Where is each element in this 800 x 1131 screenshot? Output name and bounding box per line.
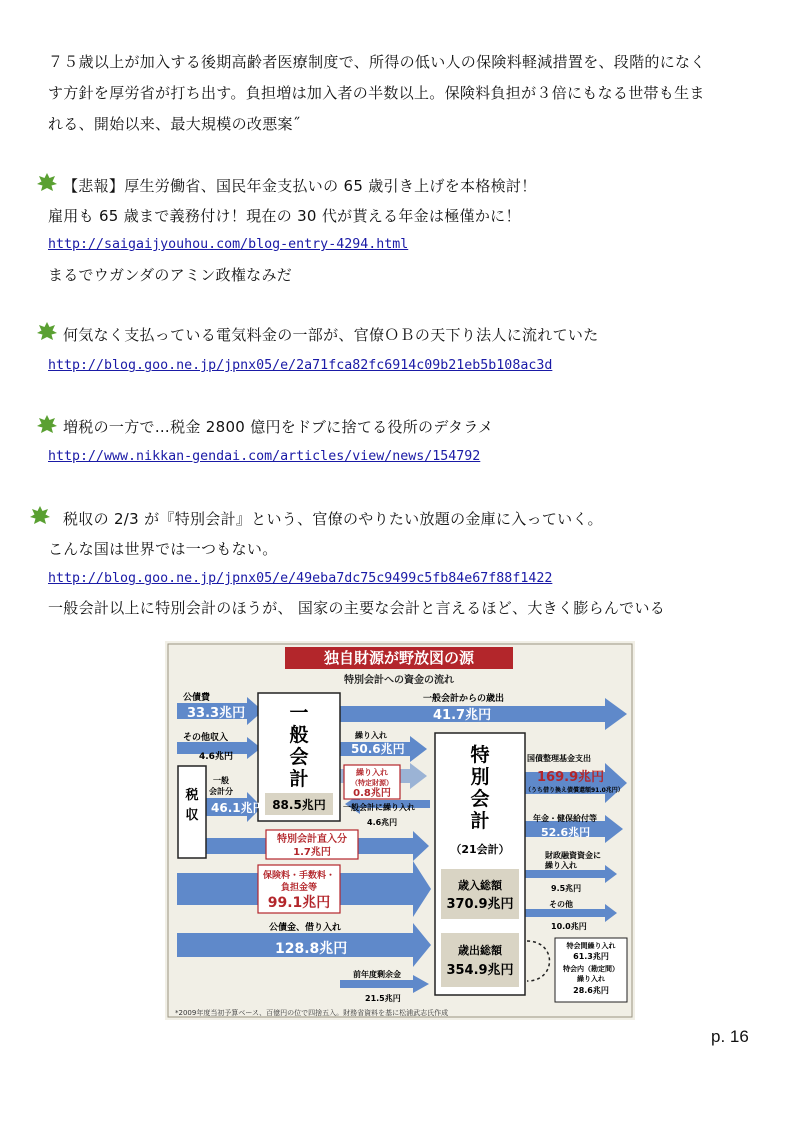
- figure-footnote: *2009年度当初予算ベース、百億円の位で四捨五入。財務省資料を基に松浦武志氏作成: [175, 1009, 449, 1017]
- to-general-label: 一般会計に繰り入れ: [343, 803, 415, 812]
- item-4-note: 一般会計以上に特別会計のほうが、 国家の主要な会計と言えるほど、大きく膨らんでいる: [48, 599, 666, 617]
- surplus-label: 前年度剰余金: [353, 970, 401, 979]
- star-bullet-icon: [37, 322, 57, 342]
- transfer-special-label-a: 繰り入れ: [356, 768, 388, 777]
- inter-b-label-1: 特会内（勘定間）: [563, 965, 619, 973]
- bonds-label: 公債費: [183, 693, 211, 703]
- intro-line-1: ７５歳以上が加入する後期高齢者医療制度で、所得の低い人の保険料軽減措置を、段階的になく: [48, 53, 706, 71]
- expense-box: [441, 933, 519, 987]
- special-account-label: 特別会計: [470, 744, 490, 832]
- item-3-link[interactable]: http://www.nikkan-gendai.com/articles/view/news/154792: [48, 449, 481, 464]
- transfer-special-value: 0.8兆円: [353, 788, 391, 799]
- general-part-label-b: 会計分: [209, 787, 233, 796]
- figure-subtitle: 特別会計への資金の流れ: [344, 675, 454, 686]
- general-account-label: 一般会計: [289, 702, 309, 790]
- transfer-in-value: 50.6兆円: [351, 742, 405, 756]
- general-amount: 88.5兆円: [272, 798, 326, 812]
- star-bullet-icon: [37, 415, 57, 435]
- item-1-title: 【悲報】厚生労働省、国民年金支払いの 65 歳引き上げを本格検討！: [63, 177, 537, 195]
- star-bullet-icon: [37, 173, 57, 193]
- expense-value: 354.9兆円: [446, 963, 514, 978]
- tax-label: 税収: [185, 788, 199, 823]
- special-count: （21会計）: [450, 843, 510, 856]
- direct-label: 特別会計直入分: [277, 834, 347, 845]
- debt-fund-value: 169.9兆円: [537, 770, 605, 785]
- expense-label: 歳出総額: [458, 944, 502, 957]
- intro-line-2: す方針を厚労省が打ち出す。負担増は加入者の半数以上。保険料負担が３倍にもなる世帯も生ま: [48, 84, 705, 102]
- item-1-line-2: 雇用も 65 歳まで義務付け！現在の 30 代が貰える年金は極僅かに！: [48, 207, 521, 225]
- from-general-label: 一般会計からの歳出: [423, 694, 505, 704]
- other-out-value: 10.0兆円: [551, 922, 587, 931]
- surplus-value: 21.5兆円: [365, 994, 401, 1003]
- transfer-special-label-b: （特定財源）: [351, 779, 393, 787]
- item-4-link[interactable]: http://blog.goo.ne.jp/jpnx05/e/49eba7dc75c9499c5fb84e67f88f1422: [48, 571, 553, 586]
- direct-value: 1.7兆円: [293, 847, 331, 858]
- insurance-label-b: 負担金等: [280, 883, 318, 893]
- other-out-label: その他: [549, 900, 573, 909]
- fiscal-loan-value: 9.5兆円: [551, 884, 582, 893]
- insurance-label-a: 保険料・手数料・: [262, 871, 336, 881]
- fiscal-loan-label-a: 財政融資資金に: [545, 851, 601, 860]
- star-bullet-icon: [30, 506, 50, 526]
- page-number: p. 16: [711, 1027, 749, 1046]
- item-4-title: 税収の 2/3 が『特別会計』という、官僚のやりたい放題の金庫に入っていく。: [63, 510, 603, 528]
- item-1-note: まるでウガンダのアミン政権なみだ: [48, 266, 293, 284]
- intro-line-3: れる、開始以来、最大規模の改悪案˝: [48, 115, 301, 133]
- item-3-title: 増税の一方で…税金 2800 億円をドブに捨てる役所のデタラメ: [63, 418, 494, 436]
- fiscal-loan-label-b: 繰り入れ: [545, 861, 577, 870]
- inter-a-label: 特会間繰り入れ: [566, 942, 616, 950]
- item-4-line-2: こんな国は世界では一つもない。: [48, 540, 278, 558]
- debt-fund-label: 国債整理基金支出: [527, 754, 591, 763]
- inter-b-value: 28.6兆円: [573, 986, 609, 995]
- to-general-value: 4.6兆円: [367, 818, 398, 827]
- item-2-title: 何気なく支払っている電気料金の一部が、官僚ＯＢの天下り法人に流れていた: [63, 326, 599, 344]
- pension-value: 52.6兆円: [541, 826, 591, 839]
- inter-b-label-2: 繰り入れ: [577, 975, 605, 983]
- public-debt-value: 128.8兆円: [275, 941, 348, 957]
- bonds-value: 33.3兆円: [187, 706, 246, 721]
- special-account-flow-figure: [165, 641, 635, 1020]
- item-1-link[interactable]: http://saigaijyouhou.com/blog-entry-4294.html: [48, 237, 409, 252]
- general-part-label-a: 一般: [213, 776, 229, 785]
- figure-title: 独自財源が野放図の源: [323, 649, 475, 667]
- from-general-value: 41.7兆円: [433, 708, 492, 723]
- pension-label: 年金・健保給付等: [533, 814, 597, 823]
- debt-fund-note: （うち借り換え債償還額91.0兆円）: [525, 787, 624, 794]
- other-income-label: その他収入: [183, 733, 229, 743]
- inter-a-value: 61.3兆円: [573, 952, 609, 961]
- other-income-value: 4.6兆円: [199, 752, 233, 762]
- transfer-in-label: 繰り入れ: [355, 731, 387, 740]
- general-part-value: 46.1兆円: [211, 801, 265, 815]
- public-debt-label: 公債金、借り入れ: [269, 923, 342, 933]
- revenue-value: 370.9兆円: [446, 897, 514, 912]
- insurance-value: 99.1兆円: [267, 895, 331, 911]
- item-2-link[interactable]: http://blog.goo.ne.jp/jpnx05/e/2a71fca82fc6914c09b21eb5b108ac3d: [48, 358, 553, 373]
- revenue-label: 歳入総額: [458, 879, 502, 892]
